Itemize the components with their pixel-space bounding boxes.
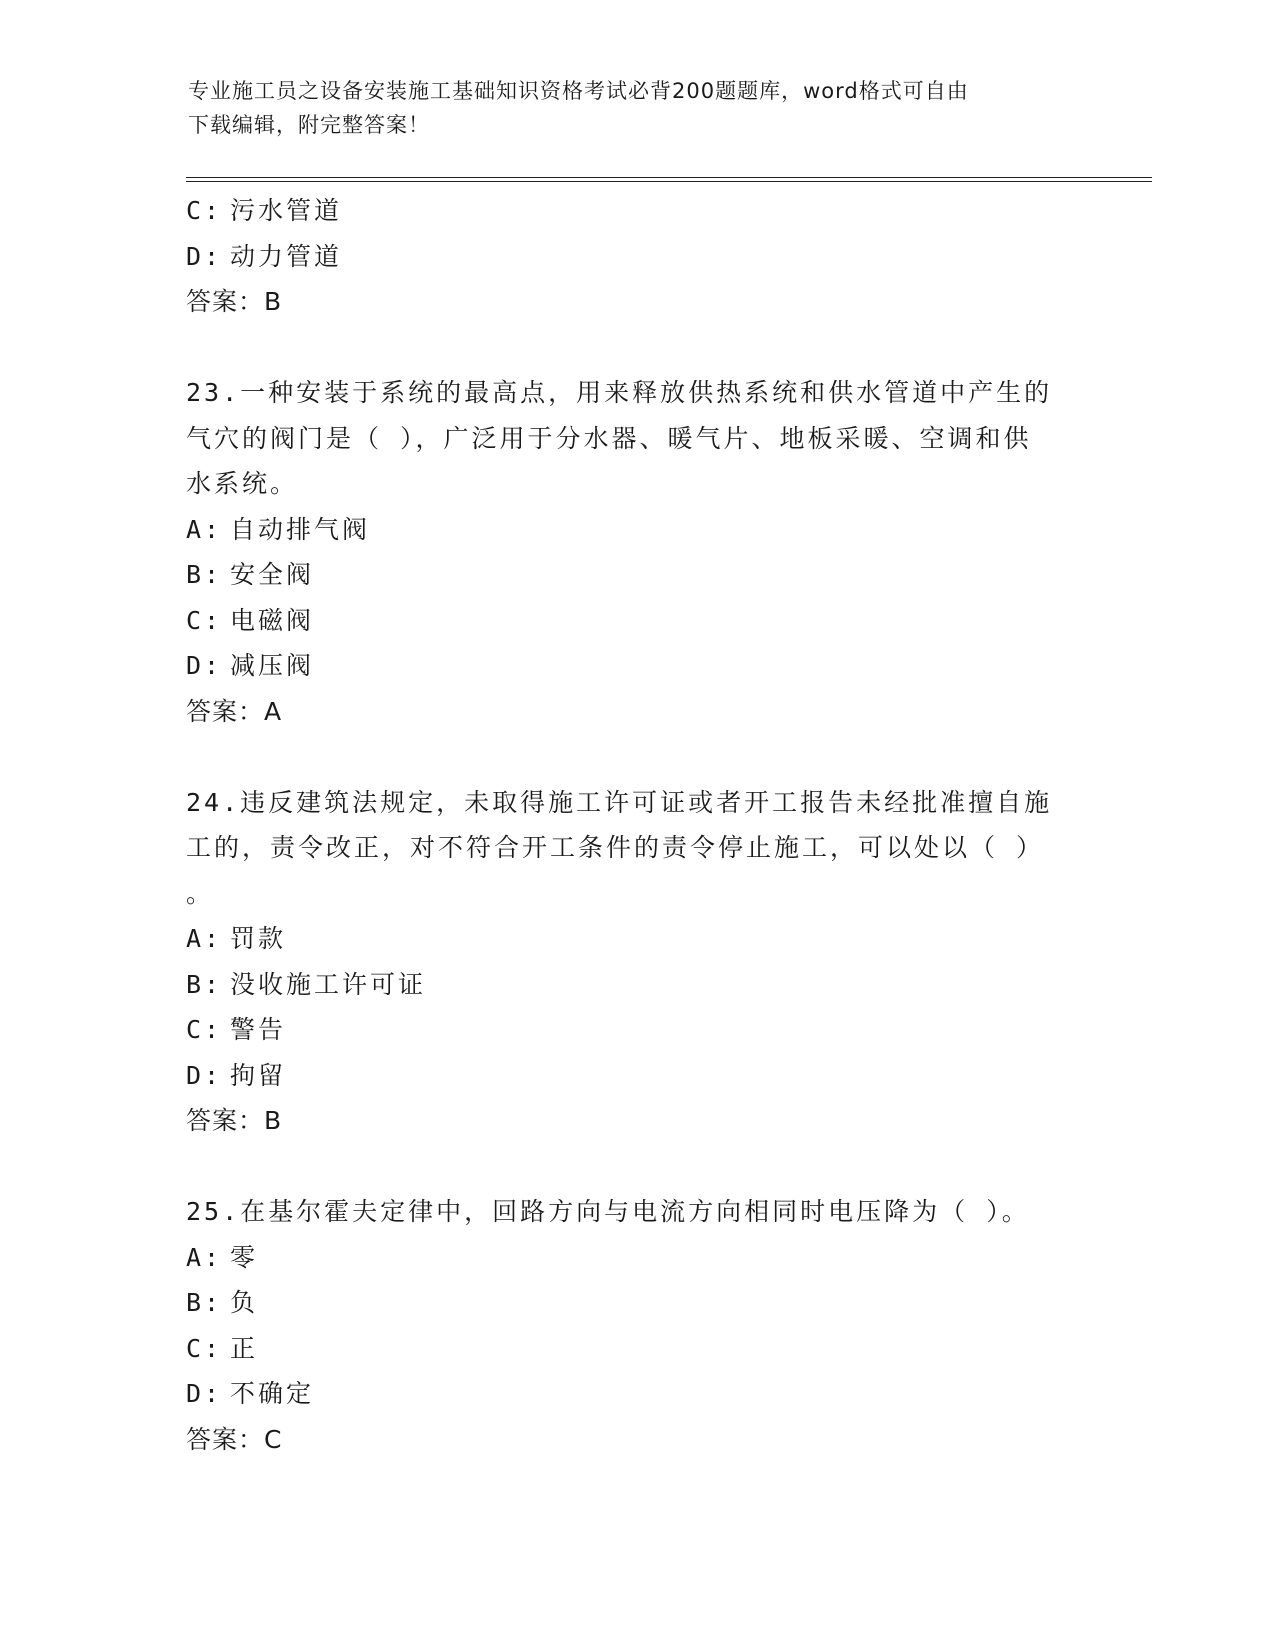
answer: 答案：B <box>186 1106 283 1135</box>
question-23 <box>186 370 1086 734</box>
answer: 答案：B <box>186 287 283 316</box>
option-a: A: 零 <box>186 1242 259 1272</box>
document-header <box>188 74 1068 142</box>
question-25 <box>186 1189 1086 1462</box>
question-22-continuation <box>186 188 1086 325</box>
option-c: C: 污水管道 <box>186 196 343 225</box>
question-text-line: 气穴的阀门是（ ），广泛用于分水器、暖气片、地板采暖、空调和供 <box>186 423 1032 453</box>
question-24 <box>186 780 1086 1144</box>
option-d: D: 动力管道 <box>186 241 343 271</box>
option-c: C: 正 <box>186 1333 259 1363</box>
option-b: B: 安全阀 <box>186 560 315 589</box>
option-d: D: 不确定 <box>186 1379 315 1408</box>
question-text-line: 23.一种安装于系统的最高点，用来释放供热系统和供水管道中产生的 <box>186 378 1053 407</box>
option-a: A: 罚款 <box>186 924 287 953</box>
question-content <box>186 188 1086 1462</box>
option-d: D: 拘留 <box>186 1060 287 1090</box>
option-c: C: 电磁阀 <box>186 605 315 635</box>
header-line-1: 专业施工员之设备安装施工基础知识资格考试必背200题题库，word格式可自由 <box>188 79 969 103</box>
question-text-line: 水系统。 <box>186 469 299 498</box>
option-d: D: 减压阀 <box>186 651 315 680</box>
header-divider-top <box>186 177 1152 178</box>
question-text-line: 24.违反建筑法规定，未取得施工许可证或者开工报告未经批准擅自施 <box>186 787 1053 817</box>
question-text-line: 。 <box>186 878 215 908</box>
answer: 答案：A <box>186 696 283 726</box>
question-text-line: 工的，责令改正，对不符合开工条件的责令停止施工，可以处以（ ） <box>186 833 1045 862</box>
answer: 答案：C <box>186 1424 283 1454</box>
header-divider-bottom <box>186 181 1152 182</box>
header-line-2: 下载编辑，附完整答案！ <box>188 113 430 137</box>
option-b: B: 没收施工许可证 <box>186 969 427 999</box>
option-a: A: 自动排气阀 <box>186 514 371 544</box>
question-text-line: 25.在基尔霍夫定律中，回路方向与电流方向相同时电压降为（ ）。 <box>186 1197 1030 1226</box>
option-c: C: 警告 <box>186 1015 287 1044</box>
option-b: B: 负 <box>186 1288 259 1317</box>
